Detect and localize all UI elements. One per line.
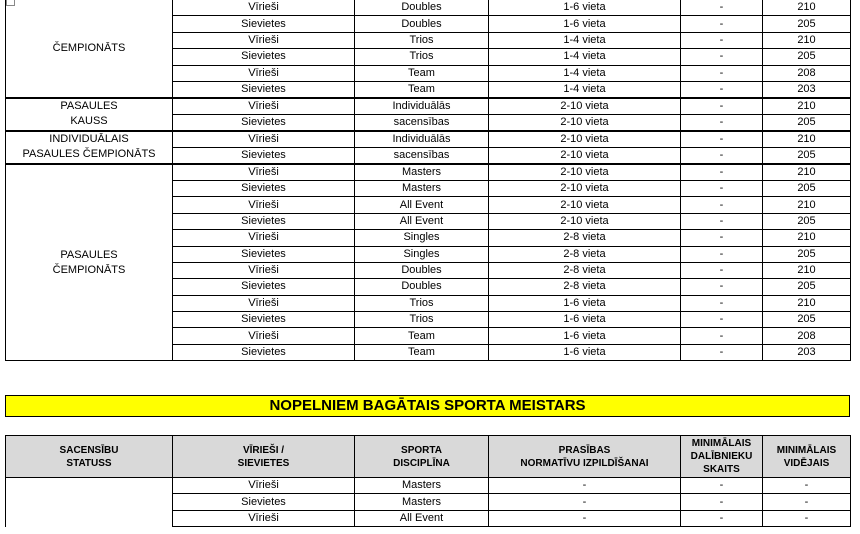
discipline-cell: Masters <box>355 164 489 181</box>
discipline-cell: Team <box>355 81 489 98</box>
average-cell: - <box>763 478 851 494</box>
gender-cell: Sievietes <box>173 180 355 196</box>
gender-cell: Sievietes <box>173 114 355 131</box>
average-cell: 210 <box>763 0 851 16</box>
gender-cell: Vīrieši <box>173 131 355 148</box>
gender-cell: Vīrieši <box>173 164 355 181</box>
cell-text-line: NORMATĪVU IZPILDĪŠANAI <box>520 457 649 469</box>
cell-text-line: SKAITS <box>703 464 740 475</box>
average-cell: 205 <box>763 279 851 295</box>
participants-cell: - <box>681 164 763 181</box>
status-cell <box>6 131 173 164</box>
participants-cell: - <box>681 49 763 65</box>
discipline-cell: Team <box>355 344 489 360</box>
header-row <box>6 436 851 478</box>
average-cell: 210 <box>763 262 851 278</box>
column-header <box>6 436 173 478</box>
participants-cell: - <box>681 98 763 115</box>
average-cell: 210 <box>763 32 851 48</box>
table-row <box>6 131 851 148</box>
participants-cell: - <box>681 230 763 246</box>
gender-cell: Sievietes <box>173 49 355 65</box>
average-cell: 205 <box>763 312 851 328</box>
cell-text-line: SPORTA <box>401 444 442 456</box>
placement-cell: 1-6 vieta <box>489 344 681 360</box>
participants-cell: - <box>681 131 763 148</box>
cell-text-line: MINIMĀLAIS <box>776 444 837 456</box>
cell-text-line: DALĪBNIEKU <box>690 451 753 462</box>
placement-cell: 1-4 vieta <box>489 81 681 98</box>
placement-cell: 2-10 vieta <box>489 197 681 213</box>
discipline-cell: Singles <box>355 246 489 262</box>
participants-cell: - <box>681 147 763 164</box>
gender-cell: Vīrieši <box>173 262 355 278</box>
discipline-cell: Doubles <box>355 0 489 16</box>
requirement-cell: - <box>489 478 681 494</box>
average-cell: 210 <box>763 295 851 311</box>
cell-text-line: KAUSS <box>70 115 108 128</box>
participants-cell: - <box>681 344 763 360</box>
gender-cell: Sievietes <box>173 494 355 510</box>
gender-cell: Vīrieši <box>173 0 355 16</box>
gender-cell: Sievietes <box>173 147 355 164</box>
cell-text-line: STATUSS <box>66 457 112 469</box>
average-cell: 203 <box>763 81 851 98</box>
column-header <box>173 436 355 478</box>
cell-text-line: VIDĒJAIS <box>783 457 830 469</box>
placement-cell: 2-10 vieta <box>489 180 681 196</box>
gender-cell: Vīrieši <box>173 295 355 311</box>
placement-cell: 1-4 vieta <box>489 32 681 48</box>
discipline-cell: Individuālās <box>355 131 489 148</box>
participants-cell: - <box>681 65 763 81</box>
average-cell: - <box>763 494 851 510</box>
placement-cell: 1-6 vieta <box>489 312 681 328</box>
placement-cell: 1-6 vieta <box>489 295 681 311</box>
participants-cell: - <box>681 81 763 98</box>
average-cell: 205 <box>763 246 851 262</box>
average-cell: 205 <box>763 147 851 164</box>
participants-cell: - <box>681 213 763 229</box>
gender-cell: Vīrieši <box>173 32 355 48</box>
table-row <box>6 98 851 115</box>
requirement-cell: - <box>489 494 681 510</box>
gender-cell: Sievietes <box>173 279 355 295</box>
participants-cell: - <box>681 0 763 16</box>
gender-cell: Sievietes <box>173 16 355 32</box>
participants-cell: - <box>681 494 763 510</box>
discipline-cell: All Event <box>355 213 489 229</box>
gender-cell: Sievietes <box>173 246 355 262</box>
cell-text-line: INDIVIDUĀLAIS <box>49 133 129 146</box>
gender-cell: Vīrieši <box>173 478 355 494</box>
gender-cell: Vīrieši <box>173 328 355 344</box>
participants-cell: - <box>681 510 763 526</box>
average-cell: 205 <box>763 213 851 229</box>
placement-cell: 1-6 vieta <box>489 0 681 16</box>
average-cell: 205 <box>763 16 851 32</box>
discipline-cell: Masters <box>355 180 489 196</box>
table-row <box>6 478 851 494</box>
cell-text-line: PRASĪBAS <box>558 444 611 456</box>
gender-cell: Vīrieši <box>173 65 355 81</box>
placement-cell: 2-10 vieta <box>489 164 681 181</box>
cell-text-line: PASAULES <box>60 100 118 113</box>
gender-cell: Sievietes <box>173 81 355 98</box>
placement-cell: 2-10 vieta <box>489 98 681 115</box>
status-cell <box>6 98 173 131</box>
average-cell: 210 <box>763 131 851 148</box>
gender-cell: Vīrieši <box>173 510 355 526</box>
column-header <box>763 436 851 478</box>
cell-text-line: PASAULES ČEMPIONĀTS <box>22 148 156 161</box>
average-cell: 205 <box>763 114 851 131</box>
placement-cell: 2-8 vieta <box>489 230 681 246</box>
master-requirements-table <box>5 435 851 527</box>
average-cell: 208 <box>763 328 851 344</box>
participants-cell: - <box>681 295 763 311</box>
discipline-cell: Doubles <box>355 262 489 278</box>
participants-cell: - <box>681 197 763 213</box>
cell-text-line: ČEMPIONĀTS <box>52 41 126 54</box>
discipline-cell: Team <box>355 328 489 344</box>
gender-cell: Vīrieši <box>173 230 355 246</box>
average-cell: 210 <box>763 230 851 246</box>
cell-text-line: SIEVIETES <box>237 457 290 469</box>
placement-cell: 1-6 vieta <box>489 16 681 32</box>
cell-text-line: MINIMĀLAIS <box>691 438 752 449</box>
table-row <box>6 0 851 16</box>
cell-text-line: VĪRIEŠI / <box>242 444 285 456</box>
participants-cell: - <box>681 279 763 295</box>
cell-text-line: ČEMPIONĀTS <box>52 263 126 276</box>
gender-cell: Sievietes <box>173 312 355 328</box>
discipline-cell: Doubles <box>355 279 489 295</box>
discipline-cell: Doubles <box>355 16 489 32</box>
discipline-cell: Team <box>355 65 489 81</box>
discipline-cell: sacensības <box>355 114 489 131</box>
average-cell: - <box>763 510 851 526</box>
average-cell: 210 <box>763 197 851 213</box>
placement-cell: 2-10 vieta <box>489 213 681 229</box>
status-cell <box>6 0 173 98</box>
placement-cell: 1-4 vieta <box>489 49 681 65</box>
participants-cell: - <box>681 16 763 32</box>
discipline-cell: sacensības <box>355 147 489 164</box>
participants-cell: - <box>681 246 763 262</box>
column-header <box>681 436 763 478</box>
discipline-cell: Singles <box>355 230 489 246</box>
requirement-cell: - <box>489 510 681 526</box>
gender-cell: Sievietes <box>173 344 355 360</box>
discipline-cell: Trios <box>355 49 489 65</box>
gender-cell: Vīrieši <box>173 197 355 213</box>
placement-cell: 2-8 vieta <box>489 262 681 278</box>
placement-cell: 2-10 vieta <box>489 114 681 131</box>
average-cell: 210 <box>763 164 851 181</box>
discipline-cell: Individuālās <box>355 98 489 115</box>
column-header <box>489 436 681 478</box>
discipline-cell: Trios <box>355 295 489 311</box>
average-cell: 205 <box>763 49 851 65</box>
column-header <box>355 436 489 478</box>
requirements-table <box>5 0 851 361</box>
participants-cell: - <box>681 32 763 48</box>
participants-cell: - <box>681 114 763 131</box>
participants-cell: - <box>681 328 763 344</box>
status-cell <box>6 164 173 361</box>
average-cell: 208 <box>763 65 851 81</box>
placement-cell: 2-8 vieta <box>489 246 681 262</box>
placement-cell: 1-4 vieta <box>489 65 681 81</box>
gender-cell: Sievietes <box>173 213 355 229</box>
cell-text-line: PASAULES <box>60 248 118 261</box>
discipline-cell: Trios <box>355 32 489 48</box>
table-row <box>6 164 851 181</box>
participants-cell: - <box>681 478 763 494</box>
discipline-cell: Masters <box>355 494 489 510</box>
participants-cell: - <box>681 312 763 328</box>
section-title: NOPELNIEM BAGĀTAIS SPORTA MEISTARS <box>5 395 850 417</box>
discipline-cell: Trios <box>355 312 489 328</box>
gender-cell: Vīrieši <box>173 98 355 115</box>
placement-cell: 1-6 vieta <box>489 328 681 344</box>
participants-cell: - <box>681 180 763 196</box>
average-cell: 203 <box>763 344 851 360</box>
table-move-handle[interactable] <box>6 0 15 6</box>
cell-text-line: SACENSĪBU <box>59 444 119 456</box>
status-cell <box>6 478 173 527</box>
placement-cell: 2-8 vieta <box>489 279 681 295</box>
discipline-cell: All Event <box>355 197 489 213</box>
participants-cell: - <box>681 262 763 278</box>
discipline-cell: All Event <box>355 510 489 526</box>
average-cell: 210 <box>763 98 851 115</box>
average-cell: 205 <box>763 180 851 196</box>
discipline-cell: Masters <box>355 478 489 494</box>
placement-cell: 2-10 vieta <box>489 147 681 164</box>
placement-cell: 2-10 vieta <box>489 131 681 148</box>
cell-text-line: DISCIPLĪNA <box>393 457 450 469</box>
